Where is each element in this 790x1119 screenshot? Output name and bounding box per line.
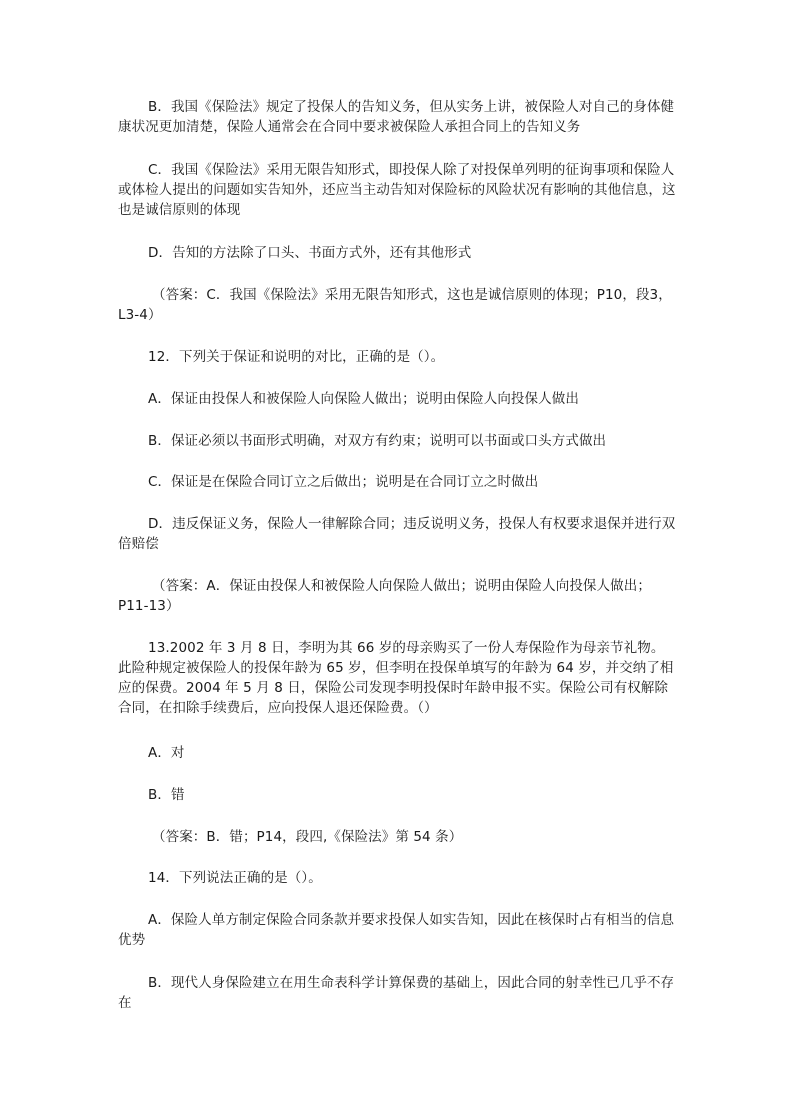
- option-12a: A．保证由投保人和被保险人向保险人做出；说明由保险人向投保人做出: [148, 391, 579, 407]
- option-11c: C．我国《保险法》采用无限告知形式，即投保人除了对投保单列明的征询事项和保险人或体检人提出的问题如实告知外，还应当主动告知对保险标的风险状况有影响的其他信息，这也是诚信原则的体现: [118, 162, 676, 218]
- option-11d: D．告知的方法除了口头、书面方式外，还有其他形式: [148, 245, 472, 261]
- option-12c: C．保证是在保险合同订立之后做出；说明是在合同订立之时做出: [148, 474, 539, 490]
- answer-13: （答案：B．错；P14，段四,《保险法》第 54 条）: [152, 829, 463, 845]
- question-12: 12．下列关于保证和说明的对比，正确的是（）。: [148, 349, 445, 365]
- option-12d: D．违反保证义务，保险人一律解除合同；违反说明义务，投保人有权要求退保并进行双倍赔偿: [118, 516, 676, 552]
- answer-12: （答案：A．保证由投保人和被保险人向保险人做出；说明由保险人向投保人做出；P11-13）: [118, 578, 651, 614]
- option-13b: B．错: [148, 787, 185, 803]
- option-14a: A．保险人单方制定保险合同条款并要求投保人如实告知，因此在核保时占有相当的信息优势: [118, 912, 675, 948]
- option-11b: B．我国《保险法》规定了投保人的告知义务，但从实务上讲，被保险人对自己的身体健康状况更加清楚，保险人通常会在合同中要求被保险人承担合同上的告知义务: [118, 99, 675, 135]
- option-14b: B．现代人身保险建立在用生命表科学计算保费的基础上，因此合同的射幸性已几乎不存在: [118, 975, 675, 1011]
- option-13a: A．对: [148, 745, 185, 761]
- question-14: 14．下列说法正确的是（）。: [148, 870, 322, 886]
- option-12b: B．保证必须以书面形式明确，对双方有约束；说明可以书面或口头方式做出: [148, 433, 607, 449]
- question-13: 13.2002 年 3 月 8 日，李明为其 66 岁的母亲购买了一份人寿保险作为母亲节礼物。此险种规定被保险人的投保年龄为 65 岁，但李明在投保单填写的年龄为 64 岁，并交纳了相应的保费。2004 年 5 月 8 日，保险公司发现李明投保时年龄申报不实。保险公司有权解除合同，在扣除手续费后，应向投保人退还保险费。（）: [118, 640, 674, 716]
- answer-11: （答案：C．我国《保险法》采用无限告知形式，这也是诚信原则的体现；P10，段3，L3-4）: [118, 287, 672, 323]
